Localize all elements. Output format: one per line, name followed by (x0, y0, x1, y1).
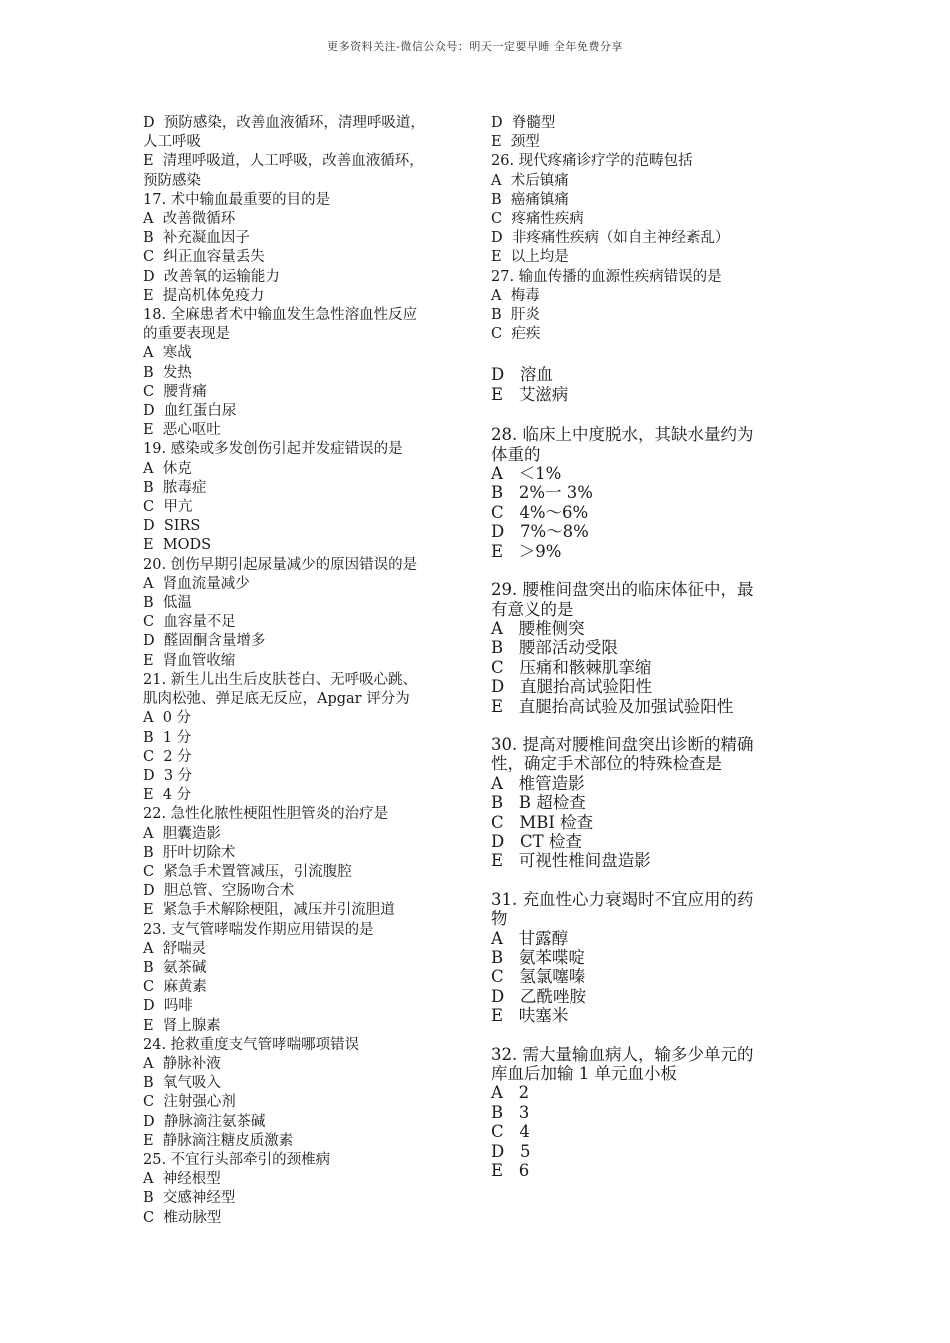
text-line: 人工呼吸 (143, 134, 201, 151)
text-line: D 吗啡 (143, 998, 193, 1015)
question-block (491, 365, 821, 404)
text-line: D 乙酰唑胺 (491, 986, 586, 1006)
text-line: A 梅毒 (491, 287, 540, 304)
text-line: C 纠正血容量丢失 (143, 249, 265, 266)
text-line: B 1 分 (143, 729, 192, 746)
text-line: D 脊髓型 (491, 115, 556, 131)
text-line: E ＞9% (491, 541, 562, 561)
text-line: C 4%～6% (491, 502, 589, 522)
text-line: D 静脉滴注氨茶碱 (143, 1113, 266, 1130)
text-line: 物 (491, 909, 508, 929)
text-line: A 神经根型 (143, 1171, 221, 1188)
text-line: 31. 充血性心力衰竭时不宜应用的药 (491, 889, 754, 909)
text-line: E 呋塞米 (491, 1006, 569, 1026)
text-line: 有意义的是 (491, 599, 574, 619)
right-question-blocks (491, 365, 821, 1180)
text-line: D CT 检查 (491, 831, 582, 851)
text-line: C 疼痛性疾病 (491, 211, 584, 228)
text-line: 19. 感染或多发创伤引起并发症错误的是 (143, 441, 403, 458)
question-block (491, 890, 821, 1026)
text-line: 26. 现代疼痛诊疗学的范畴包括 (491, 153, 693, 170)
text-line: 肌肉松弛、弹足底无反应，Apgar 评分为 (143, 691, 410, 708)
text-line: E 4 分 (143, 787, 192, 804)
text-line: D 预防感染，改善血液循环，清理呼吸道， (143, 115, 425, 131)
text-line: A 腰椎侧突 (491, 618, 585, 638)
text-line: 21. 新生儿出生后皮肤苍白、无呼吸心跳、 (143, 671, 418, 688)
text-line: D SIRS (143, 518, 201, 535)
text-line: B 氧气吸入 (143, 1075, 221, 1092)
text-line: 29. 腰椎间盘突出的临床体征中，最 (491, 580, 754, 600)
text-line: D 3 分 (143, 767, 193, 784)
text-line: A 术后镇痛 (491, 172, 569, 189)
text-line: C 腰背痛 (143, 383, 207, 400)
text-line: D 胆总管、空肠吻合术 (143, 883, 295, 900)
text-line: E MODS (143, 537, 212, 554)
text-line: C 氢氯噻嗪 (491, 967, 586, 987)
text-line: B 3 (491, 1102, 530, 1122)
text-line: 体重的 (491, 444, 541, 464)
text-line: A 静脉补液 (143, 1055, 221, 1072)
text-line: D 血红蛋白尿 (143, 403, 237, 420)
text-line: 18. 全麻患者术中输血发生急性溶血性反应 (143, 307, 418, 324)
text-line: E 可视性椎间盘造影 (491, 851, 651, 871)
text-line: D 7%～8% (491, 522, 589, 542)
text-line: A 0 分 (143, 710, 192, 727)
text-line: 23. 支气管哮喘发作期应用错误的是 (143, 921, 374, 938)
text-line: E 提高机体免疫力 (143, 287, 265, 304)
text-line: A 胆囊造影 (143, 825, 221, 842)
text-line: C 疟疾 (491, 326, 541, 343)
text-line: 22. 急性化脓性梗阻性胆管炎的治疗是 (143, 806, 389, 823)
text-line: A 椎管造影 (491, 773, 585, 793)
text-line: 25. 不宜行头部牵引的颈椎病 (143, 1151, 331, 1168)
text-line: A 2 (491, 1083, 530, 1103)
text-line: 28. 临床上中度脱水，其缺水量约为 (491, 425, 754, 445)
text-line: D 改善氧的运输能力 (143, 268, 280, 285)
text-line: E 肾上腺素 (143, 1017, 221, 1034)
text-line: A 舒喘灵 (143, 940, 207, 957)
right-top-block (491, 114, 821, 344)
text-line: B 交感神经型 (143, 1190, 236, 1207)
text-line: D 5 (491, 1141, 531, 1161)
text-line: B 肝炎 (491, 307, 540, 324)
text-line: B B 超检查 (491, 793, 586, 813)
text-line: C 紧急手术置管减压，引流腹腔 (143, 863, 352, 880)
text-line: 20. 创伤早期引起尿量减少的原因错误的是 (143, 556, 418, 573)
text-line: B 癌痛镇痛 (491, 191, 569, 208)
text-line: C 注射强心剂 (143, 1094, 236, 1111)
text-line: A 肾血流量减少 (143, 575, 250, 592)
text-line: B 肝叶切除术 (143, 844, 236, 861)
text-line: E 紧急手术解除梗阻，减压并引流胆道 (143, 902, 395, 919)
text-line: C 4 (491, 1122, 530, 1142)
page-header-banner: 更多资料关注-微信公众号：明天一定要早睡 全年免费分享 (327, 40, 623, 53)
text-line: B 氨苯喋啶 (491, 948, 585, 967)
text-line: A ＜1% (491, 464, 562, 484)
text-line: C 椎动脉型 (143, 1209, 222, 1226)
text-line: C MBI 检查 (491, 812, 594, 832)
text-line: A 改善微循环 (143, 211, 236, 228)
text-line: 库血后加输 1 单元血小板 (491, 1064, 677, 1084)
text-line: C 压痛和骸棘肌挛缩 (491, 657, 652, 677)
text-line: 性，确定手术部位的特殊检查是 (491, 754, 722, 774)
text-line: D 醛固酮含量增多 (143, 633, 266, 650)
text-line: B 2%一 3% (491, 483, 593, 503)
question-block (491, 1045, 821, 1181)
text-line: B 补充凝血因子 (143, 230, 250, 247)
text-line: C 甲亢 (143, 499, 193, 516)
right-column (491, 114, 821, 1180)
text-line: B 脓毒症 (143, 479, 207, 496)
text-line: A 寒战 (143, 345, 192, 362)
text-line: A 甘露醇 (491, 928, 569, 948)
text-line: E 恶心呕吐 (143, 422, 221, 439)
text-line: 24. 抢救重度支气管哮喘哪项错误 (143, 1036, 360, 1053)
text-line: E 艾滋病 (491, 384, 569, 404)
text-line: E 直腿抬高试验及加强试验阳性 (491, 696, 734, 716)
text-line: D 溶血 (491, 365, 553, 385)
text-line: 预防感染 (143, 172, 201, 189)
text-line: 32. 需大量输血病人，输多少单元的 (491, 1044, 754, 1064)
text-line: B 腰部活动受限 (491, 638, 618, 658)
text-line: E 6 (491, 1161, 530, 1181)
text-line: B 氨茶碱 (143, 959, 207, 976)
text-line: E 颈型 (491, 134, 540, 151)
text-line: E 肾血管收缩 (143, 652, 236, 669)
text-line: 的重要表现是 (143, 326, 230, 343)
left-column (143, 114, 473, 1228)
text-line: 17. 术中输血最重要的目的是 (143, 191, 331, 208)
text-line: E 清理呼吸道，人工呼吸，改善血液循环， (143, 153, 424, 170)
text-line: C 血容量不足 (143, 614, 236, 631)
question-block (491, 425, 821, 561)
text-line: D 直腿抬高试验阳性 (491, 677, 652, 697)
text-line: D 非疼痛性疾病（如自主神经紊乱） (491, 230, 730, 247)
text-line: B 发热 (143, 364, 192, 381)
text-line: E 静脉滴注糖皮质激素 (143, 1132, 294, 1149)
text-line: C 2 分 (143, 748, 192, 765)
question-block (491, 735, 821, 871)
text-line: A 休克 (143, 460, 192, 477)
text-line: 27. 输血传播的血源性疾病错误的是 (491, 268, 722, 285)
text-line: E 以上均是 (491, 249, 569, 266)
question-block (491, 580, 821, 716)
text-line: 30. 提高对腰椎间盘突出诊断的精确 (491, 734, 754, 754)
text-line: B 低温 (143, 595, 192, 612)
text-line: C 麻黄素 (143, 979, 207, 996)
